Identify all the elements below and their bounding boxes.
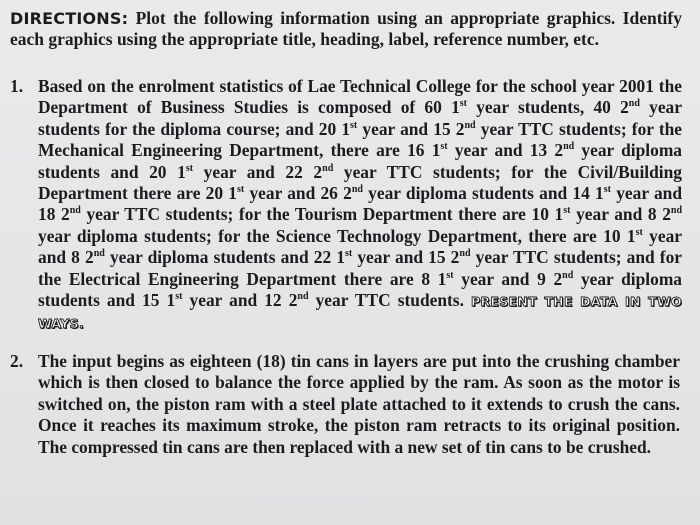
- question-1-number: 1.: [10, 76, 24, 96]
- question-2-text: The input begins as eighteen (18) tin cans in layers are put into the crushing chamber which is then closed to balance the force applied by the ram. As soon as the motor is switched on, the piston ram with a steel plate attached to it extends to crush the cans. Once it reaches its maximum stroke, the piston ram retracts to its original position. The compressed tin cans are then replaced with a new set of tin cans to be crushed.: [38, 350, 680, 457]
- question-1-emphasis: PRESENT THE DATA IN TWO WAYS.: [38, 294, 682, 332]
- directions-paragraph: [10, 8, 682, 50]
- directions-text: Plot the following information using an appropriate graphics. Identify each graphics using the appropriate title, heading, label, reference number, etc.: [10, 8, 682, 49]
- question-2-number: 2.: [10, 350, 24, 371]
- question-2: [10, 351, 682, 458]
- question-1: [10, 76, 682, 335]
- question-1-text: Based on the enrolment statistics of Lae Technical College for the school year 2001 the Department of Business Studies is composed of 60 1st year students, 40 2nd year students for the diploma course; and 20 1st year and 15 2nd year TTC students; for the Mechanical Engineering Department, there are 16 1st year and 13 2nd year diploma students and 20 1st year and 22 2nd year TTC students; for the Civil/Building Department there are 20 1st year and 26 2nd year diploma students and 14 1st year and 18 2nd year TTC students; for the Tourism Department there are 10 1st year and 8 2nd year diploma students; for the Science Technology Department, there are 10 1st year and 8 2nd year diploma students and 22 1st year and 15 2nd year TTC students; and for the Electrical Engineering Department there are 8 1st year and 9 2nd year diploma students and 15 1st year and 12 2nd year TTC students.: [38, 76, 683, 311]
- directions-label: DIRECTIONS:: [10, 9, 129, 28]
